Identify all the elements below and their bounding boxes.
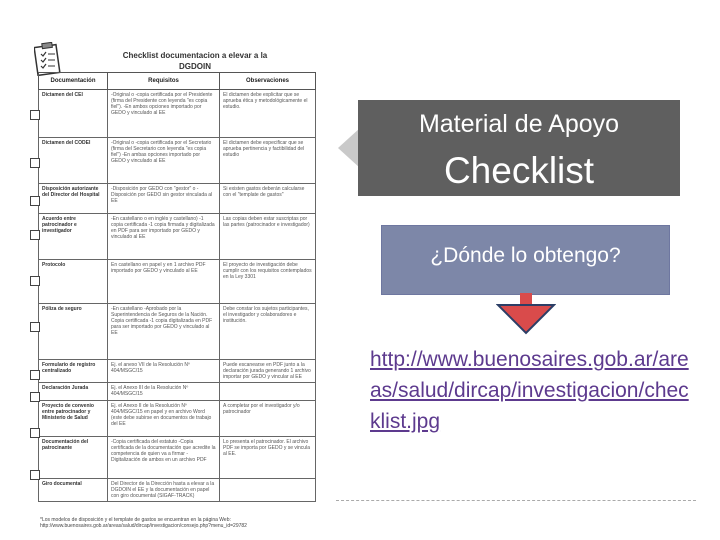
checkbox [30, 230, 40, 240]
checkbox [30, 276, 40, 286]
checklist-document [20, 30, 320, 535]
table-row: Dictamen del CEI -Original o -copia certificada por el Presidente (firma del Presidente con leyenda "es copia fiel"). -En ambos opciones importado por GEDO y vinculado al EE El dictamen debe explicitar que se aprueba ética y metodológicamente el estudio. [39, 90, 316, 138]
material-callout [338, 100, 680, 196]
arrow-down-icon [496, 293, 556, 335]
divider [336, 500, 696, 501]
checkbox [30, 110, 40, 120]
checkbox [30, 158, 40, 168]
table-row: Protocolo En castellano en papel y en 1 archivo PDF importado por GEDO y vinculado al EE El proyecto de investigación debe cumplir con los requisitos contemplados en la Ley 3301 [39, 260, 316, 304]
clipboard-icon [34, 42, 62, 76]
checkbox [30, 428, 40, 438]
question-text: ¿Dónde lo obtengo? [430, 244, 621, 267]
question-box [381, 225, 670, 295]
table-row: Proyecto de convenio entre patrocinador y Ministerio de Salud Ej. el Anexo II de la Resolución Nº 404/MSGC/15 en papel y en archivo Word (este debe subirse en documentos de trabajo del EE A completar por el investigador y/o patrocinador [39, 401, 316, 437]
table-row: Giro documental Del Director de la Dirección hasta a elevar a la DGDOIN el EE y la documentación en papel con giro documental (SIGAF-TRACK) [39, 479, 316, 502]
arrow-left-icon [338, 128, 360, 168]
header-observaciones: Observaciones [220, 73, 316, 90]
table-row: Póliza de seguro -En castellano -Aprobado por la Superintendencia de Seguros de la Nación. Copia certificada -1 copia digitalizada en PDF para ser importado por GEDO y vinculado al EE Debe constar los sujetos participantes, el investigador y colaboradores e institución. [39, 304, 316, 360]
table-row: Declaración Jurada Ej. el Anexo III de la Resolución Nº 404/MSGC/15 [39, 383, 316, 401]
checklist-link[interactable]: http://www.buenosaires.gob.ar/areas/salud/dircap/investigacion/checklist.jpg [370, 348, 689, 433]
document-footnote: *Los modelos de disposición y el template de gastos se encuentran en la página Web: http://www.buenosaires.gob.ar/areas/salud/dircap/investigacion/consejo.php?menu_id=29782 [40, 517, 247, 529]
table-row: Dictamen del CODEI -Original o -copia certificada por el Secretario (firma del Secretario con leyenda "es copia fiel") -En ambas opciones importado por GEDO y vinculado al EE El dictamen debe especificar que se aprueba pertinencia y factibilidad del estudio [39, 138, 316, 184]
table-row: Formulario de registro centralizado Ej. el anexo VII de la Resolución Nº 404/MSGC/15 Puede escanearse en PDF junto a la declaración jurada generando 1 archivo importar por GEDO y vincular al EE [39, 360, 316, 383]
checkbox [30, 392, 40, 402]
table-row: Documentación del patrocinante -Copia certificada del estatuto -Copia certificada de la documentación que acredite la competencia de quien va a firmar -Digitalización de ambos en un archivo PDF Lo presenta el patrocinador. El archivo PDF se importa por GEDO y se vincula al EE. [39, 437, 316, 479]
checkbox [30, 370, 40, 380]
header-requisitos: Requisitos [108, 73, 220, 90]
header-documentacion: Documentación [39, 73, 108, 90]
checkbox [30, 470, 40, 480]
callout-line1: Material de Apoyo [418, 110, 620, 138]
checklist-table [38, 72, 316, 502]
table-row: Acuerdo entre patrocinador e investigador -En castellano o en inglés y castellano) -1 copia certificada -1 copia firmada y digitalizada en PDF para ser importado por GEDO y vinculado al EE Las copias deben estar suscriptas por las partes (patrocinador e investigador) [39, 214, 316, 260]
document-title: Checklist documentacion a elevar a la DGDOIN [122, 51, 268, 71]
checkbox [30, 196, 40, 206]
checkbox [30, 322, 40, 332]
callout-panel [358, 100, 680, 196]
table-row: Disposición autorizante del Director del Hospital -Disposición por GEDO con "gestor" o -Disposición por GEDO sin gestor vinculada al EE Si existen gastos deberán calcularse con el "template de gastos" [39, 184, 316, 214]
callout-line2: Checklist [443, 150, 595, 191]
